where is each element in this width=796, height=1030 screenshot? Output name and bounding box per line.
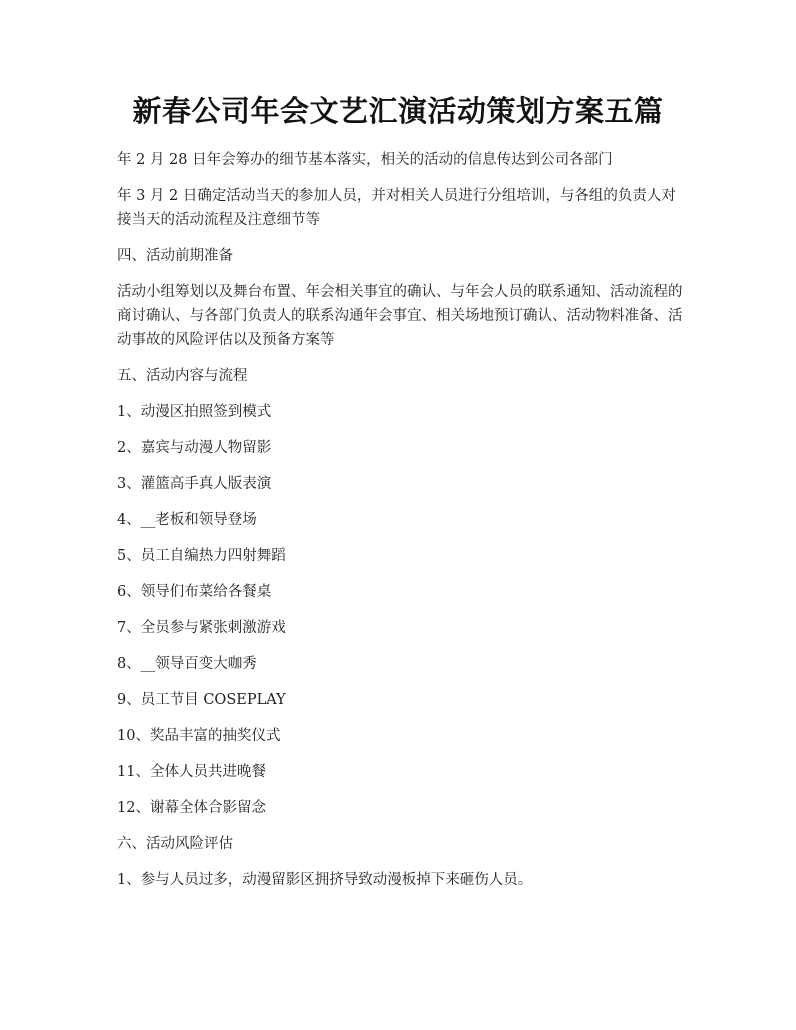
paragraph-schedule-mar: 年 3 月 2 日确定活动当天的参加人员，并对相关人员进行分组培训，与各组的负责人对接当天的活动流程及注意细节等 — [117, 188, 676, 228]
list-item: 9、员工节目 COSEPLAY — [117, 692, 286, 708]
list-item: 5、员工自编热力四射舞蹈 — [117, 548, 286, 564]
list-item: 4、__老板和领导登场 — [117, 512, 257, 528]
list-item: 1、参与人员过多，动漫留影区拥挤导致动漫板掉下来砸伤人员。 — [117, 872, 533, 888]
list-item: 3、灌篮高手真人版表演 — [117, 476, 272, 492]
document-title: 新春公司年会文艺汇演活动策划方案五篇 — [132, 94, 664, 128]
list-item: 1、动漫区拍照签到模式 — [117, 404, 272, 420]
paragraph-schedule-feb: 年 2 月 28 日年会筹办的细节基本落实，相关的活动的信息传达到公司各部门 — [117, 152, 613, 168]
list-item: 7、全员参与紧张刺激游戏 — [117, 620, 286, 636]
section-heading-preparation: 四、活动前期准备 — [117, 248, 233, 264]
list-item: 11、全体人员共进晚餐 — [117, 764, 266, 780]
paragraph-preparation: 活动小组筹划以及舞台布置、年会相关事宜的确认、与年会人员的联系通知、活动流程的商讨确认、与各部门负责人的联系沟通年会事宜、相关场地预订确认、活动物料准备、活动事故的风险评估以及预备方案等 — [117, 284, 683, 348]
list-item: 6、领导们布菜给各餐桌 — [117, 584, 272, 600]
section-heading-content: 五、活动内容与流程 — [117, 368, 248, 384]
list-item: 12、谢幕全体合影留念 — [117, 800, 266, 816]
list-item: 10、奖品丰富的抽奖仪式 — [117, 728, 281, 744]
list-item: 2、嘉宾与动漫人物留影 — [117, 440, 272, 456]
section-heading-risk: 六、活动风险评估 — [117, 836, 233, 852]
list-item: 8、__领导百变大咖秀 — [117, 656, 257, 672]
